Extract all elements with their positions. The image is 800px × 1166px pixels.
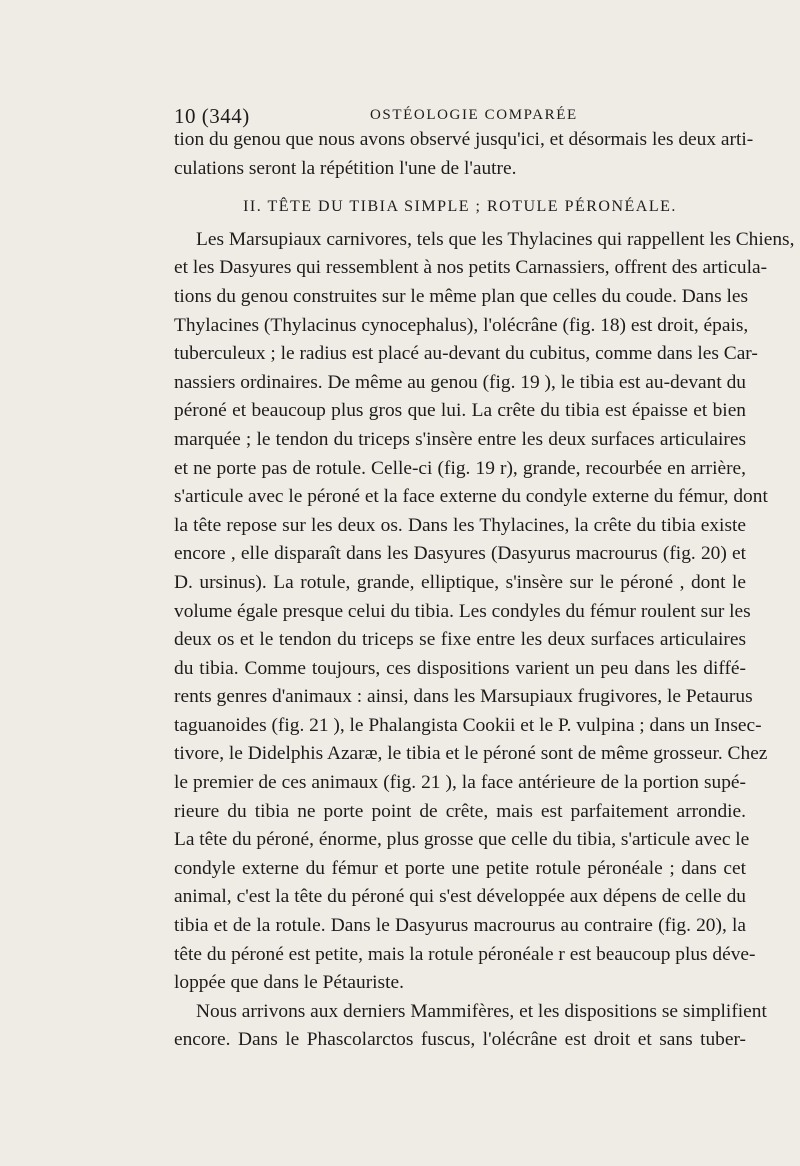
text-line: Nous arrivons aux derniers Mammifères, et les dispositions se simplifient [196, 1000, 767, 1022]
text-line: animal, c'est la tête du péroné qui s'est développée aux dépens de celle du [174, 886, 746, 908]
text-line: culations seront la répétition l'une de l'autre. [174, 157, 517, 179]
text-line: tibia et de la rotule. Dans le Dasyurus macrourus au contraire (fig. 20), la [174, 915, 746, 937]
running-head: OSTÉOLOGIE COMPARÉE [370, 107, 578, 123]
text-line: du tibia. Comme toujours, ces dispositions varient un peu dans les diffé- [174, 657, 746, 679]
text-line: deux os et le tendon du triceps se fixe entre les deux surfaces articulaires [174, 629, 746, 651]
text-line: Thylacines (Thylacinus cynocephalus), l'olécrâne (fig. 18) est droit, épais, [174, 314, 749, 336]
body-text [174, 126, 795, 1055]
text-line: et ne porte pas de rotule. Celle-ci (fig. 19 r), grande, recourbée en arrière, [174, 457, 746, 479]
text-line: tête du péroné est petite, mais la rotule péronéale r est beaucoup plus déve- [174, 943, 756, 965]
text-line: tion du genou que nous avons observé jusqu'ici, et désormais les deux arti- [174, 129, 754, 150]
text-line: tivore, le Didelphis Azaræ, le tibia et le péroné sont de même grosseur. Chez [174, 743, 768, 765]
text-line: La tête du péroné, énorme, plus grosse que celle du tibia, s'articule avec le [174, 829, 750, 851]
text-line: et les Dasyures qui ressemblent à nos petits Carnassiers, offrent des articula- [174, 257, 768, 279]
text-line: rents genres d'animaux : ainsi, dans les Marsupiaux frugivores, le Petaurus [174, 686, 753, 708]
text-line: condyle externe du fémur et porte une petite rotule péronéale ; dans cet [174, 857, 746, 879]
text-line: la tête repose sur les deux os. Dans les Thylacines, la crête du tibia existe [174, 514, 746, 536]
text-line: Les Marsupiaux carnivores, tels que les Thylacines qui rappellent les Chiens, [196, 228, 795, 250]
text-line: le premier de ces animaux (fig. 21 ), la face antérieure de la portion supé- [174, 772, 746, 794]
text-line: péroné et beaucoup plus gros que lui. La crête du tibia est épaisse et bien [174, 400, 746, 422]
text-line: volume égale presque celui du tibia. Les condyles du fémur roulent sur les [174, 600, 751, 622]
text-line: tions du genou construites sur le même plan que celles du coude. Dans les [174, 285, 749, 307]
page-number: 10 (344) [174, 104, 250, 128]
text-line: taguanoides (fig. 21 ), le Phalangista Cookii et le P. vulpina ; dans un Insec- [174, 714, 762, 736]
text-line: encore , elle disparaît dans les Dasyures (Dasyurus macrourus (fig. 20) et [174, 543, 746, 565]
text-line: loppée que dans le Pétauriste. [174, 972, 404, 994]
text-line: encore. Dans le Phascolarctos fuscus, l'olécrâne est droit et sans tuber- [174, 1029, 746, 1051]
text-line: s'articule avec le péroné et la face externe du condyle externe du fémur, dont [174, 486, 768, 508]
text-line: marquée ; le tendon du triceps s'insère entre les deux surfaces articulaires [174, 428, 746, 450]
text-line: rieure du tibia ne porte point de crête, mais est parfaitement arrondie. [174, 800, 746, 822]
section-title: II. TÊTE DU TIBIA SIMPLE ; ROTULE PÉRONÉALE. [243, 198, 677, 216]
text-line: D. ursinus). La rotule, grande, elliptique, s'insère sur le péroné , dont le [174, 571, 746, 593]
text-line: tuberculeux ; le radius est placé au-devant du cubitus, comme dans les Car- [174, 343, 758, 365]
text-line: nassiers ordinaires. De même au genou (fig. 19 ), le tibia est au-devant du [174, 371, 746, 393]
